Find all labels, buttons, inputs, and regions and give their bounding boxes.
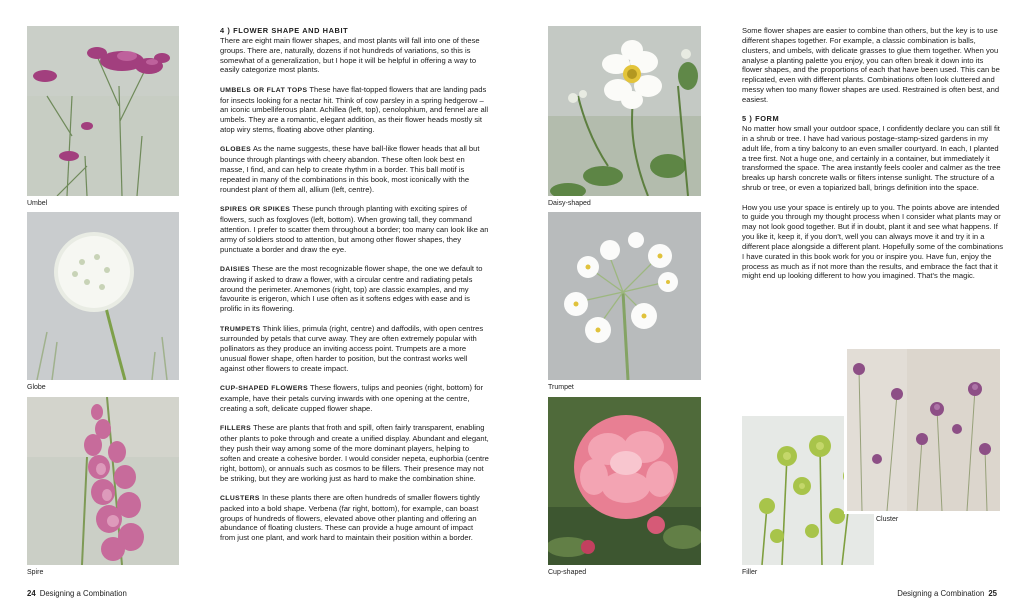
entry-text: Think lilies, primula (right, centre) and daffodils, with open centres surrounded by petals that curve away. They are often extremely popular with pollinators as they produce an inviting access point. Trumpets are a more unusual flower shape, often harder to position, but the contrast works well against other flowers to create impact. <box>220 323 484 373</box>
running-title-left: Designing a Combination <box>39 589 127 598</box>
entry-term: CLUSTERS <box>220 494 260 502</box>
form-text: No matter how small your outdoor space, I confidently declare you can still fit in a shrub or tree. I have had various postage-stamp-sized gardens in my adult life, from a tiny balcony to an even smaller courtyard. In each, I planted a tree first. Not a huge one, and certainly in a container, but immediately it transformed the space. The area instantly feels cooler and calmer as the tree breaks up harsh concrete walls or filters intense sunlight. The structure of a shrub or tree, or even a topiarized ball, brings definition into the space. <box>742 124 1001 193</box>
caption-spire: Spire <box>27 569 44 576</box>
entry-text: These punch through planting with exciting spires of flowers, such as foxgloves (left, bottom). When growing tall, they command attention. I prefer to scatter them throughout a border; too many can look like an army of soldiers stood to attention, but among other flower shapes, they punctuate a border and draw the eye. <box>220 204 489 254</box>
entry-globes <box>220 144 490 194</box>
page-number-right: 25 <box>988 589 997 598</box>
caption-filler: Filler <box>742 569 758 576</box>
entry-term: CUP-SHAPED FLOWERS <box>220 385 309 393</box>
form-section <box>742 114 1004 193</box>
entry-text: In these plants there are often hundreds of smaller flowers tightly packed into a bold shape. Verbena (far right, bottom), for example, can boast groups of hundreds of flowers, elevated above other planting and offering an abundance of floating clusters. These can provide a huge amount of impact from just one plant, and work hard to maintain their position within a border. <box>220 492 480 543</box>
footer-right <box>897 589 997 598</box>
umbel-photo <box>27 26 179 196</box>
footer-left <box>27 589 127 598</box>
closing-paragraph: How you use your space is entirely up to you. The points above are intended to guide you through my thought process when I consider what plants may or may not look good together. But if in doubt, plant it and see what happens. If you like it, keep it, if you don't, well you can always move it and try it in a different place alongside a different plant. Hopefully some of the combinations I have curated in this book work for you or inspire you. Have fun, enjoy the process as much as if not more than the results, and embrace the fact that it might end up looking different to how you imagined. That's the magic. <box>742 202 1004 281</box>
entry-clusters <box>220 493 490 543</box>
entry-term: UMBELS OR FLAT TOPS <box>220 86 308 94</box>
entry-text: These are plants that froth and spill, often fairly transparent, enabling other plants to poke through and create a unified display. Abundant and elegant, they push their way among some of the more dominant players, helping to soften and create a cohesive border. I would consider nepeta, euphorbia (centre right, bottom), or annuals such as cosmos to be fillers. Their presence may not be striking, but they are working just as hard to make the combination shine. <box>220 423 489 483</box>
entry-term: SPIRES OR SPIKES <box>220 206 291 214</box>
running-title-right: Designing a Combination <box>897 589 985 598</box>
right-text-column <box>742 26 1004 291</box>
cup-shaped-photo <box>548 397 701 565</box>
entry-term: DAISIES <box>220 265 250 273</box>
entry-term: TRUMPETS <box>220 325 261 333</box>
section-intro: There are eight main flower shapes, and most plants will fall into one of these groups. There are, naturally, dozens if not hundreds of variations, so this is somewhat of a generalization, but I hope it will be helpful in offering a way to easily categorize most plants. <box>220 35 480 75</box>
entry-text: These flowers, tulips and peonies (right, bottom) for example, have their petals curving inwards with one opening at the centre, creating a soft, delicate cupped flower shape. <box>220 383 484 413</box>
globe-photo <box>27 212 179 380</box>
section-heading-form: 5 ) FORM <box>742 114 780 124</box>
trumpet-photo <box>548 212 701 380</box>
spire-photo <box>27 397 179 565</box>
flower-shape-section <box>220 26 490 75</box>
caption-cluster: Cluster <box>876 516 899 523</box>
section-heading-flower-shape: 4 ) FLOWER SHAPE AND HABIT <box>220 26 349 35</box>
entry-trumpets <box>220 324 490 374</box>
daisy-photo <box>548 26 701 196</box>
caption-globe: Globe <box>27 384 46 391</box>
entry-text: These have flat-topped flowers that are landing pads for insects looking for a nectar hit. Think of cow parsley in a spring hedgerow – an iconic umbelliferous plant. Achillea (left, top), cenolophium, and fennel are all umbels. They are a romantic, elegant addition, as their flower heads mostly sit atop wiry stems, floating above other planting. <box>220 84 489 135</box>
entry-umbels <box>220 85 490 135</box>
entry-fillers <box>220 423 490 483</box>
entry-term: GLOBES <box>220 146 252 154</box>
entry-cup-shaped <box>220 383 490 414</box>
entry-text: These are the most recognizable flower shape, the one we default to drawing if asked to draw a flower, with a circular centre and radiating petals around the perimeter. Anemones (right, top) are classic examples, and my favourite is erigeron, which I use often as it softens edges with ease and is prolific in its flowering. <box>220 263 483 314</box>
caption-cup-shaped: Cup-shaped <box>548 569 587 576</box>
shapes-combination-paragraph: Some flower shapes are easier to combine than others, but the key is to use different shapes together. For example, a classic combination is balls, clusters, and umbels, with delicate grasses to glue them together. When you analyse a planting palette you enjoy, you can often break it down into its flower shapes, and the proportions of each that have been used. This can be replicated, even with different plants. Combinations often look cluttered and messy when too many flower shapes are used. Restrained is often best, and easiest. <box>742 26 1000 104</box>
entry-term: FILLERS <box>220 425 252 433</box>
entry-daisies <box>220 264 490 314</box>
caption-umbel: Umbel <box>27 200 48 207</box>
caption-daisy: Daisy-shaped <box>548 200 591 207</box>
page-number-left: 24 <box>27 589 36 598</box>
caption-trumpet: Trumpet <box>548 384 574 391</box>
entry-spires <box>220 204 490 254</box>
cluster-photo <box>844 349 1000 514</box>
entry-text: As the name suggests, these have ball-like flower heads that all but bounce through plantings with cheery abandon. These often look best en masse, I find, and can help to create rhythm in a border. This ball motif is repeated in many of the combinations in this book, most iconically with the roundest plant of them all, allium (left, centre). <box>220 144 480 194</box>
left-text-column <box>220 26 490 553</box>
